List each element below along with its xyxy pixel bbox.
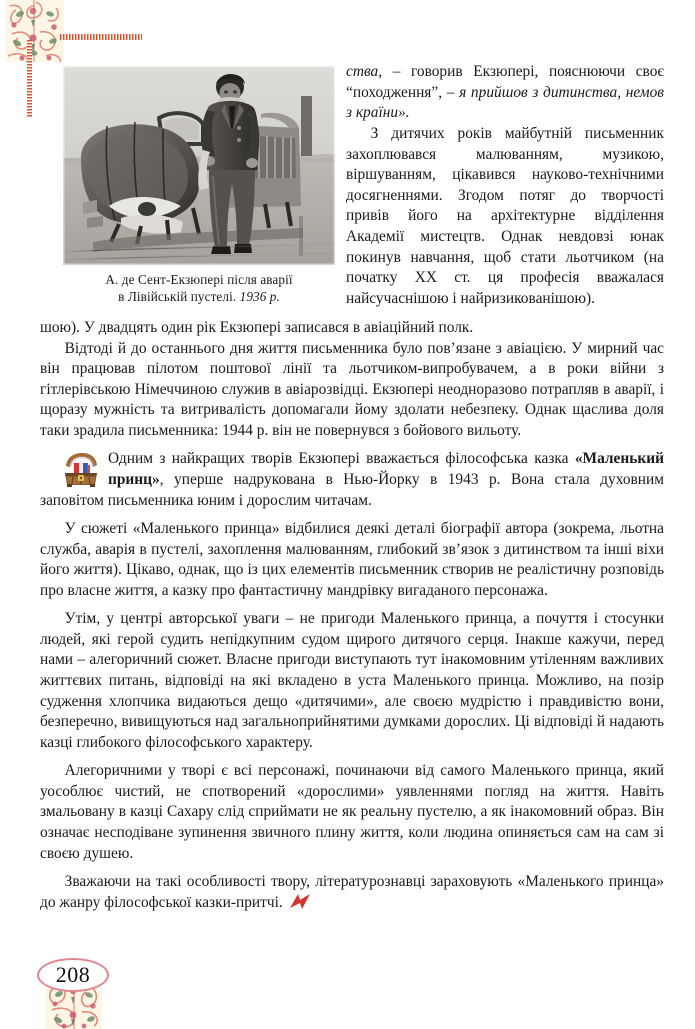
- margin-dashed-rule: [27, 40, 32, 118]
- p3-before-bold: Одним з найкращих творів Екзюпері вважається філософська казка: [108, 450, 575, 468]
- treasure-chest-icon: [62, 451, 100, 487]
- page-number-badge: [37, 958, 109, 992]
- page-number-value: 208: [55, 962, 91, 987]
- paragraph-childhood: З дитячих років майбутній письменник захоплювався малюванням, музикою, віршуванням, цікавився науково-технічними досягненнями. Згодом потяг до творчості привів його на архітектурне відділення Академії мистецтв. Однак невдовзі юнак покинув навчання, щоб стати льотчиком (на початку ХХ ст. ця професія вважалася найсучаснішою і найризикованішою).: [346, 124, 664, 308]
- p3-after-bold: , уперше надрукована в Нью-Йорку в 1943 р. Вона стала духовним заповітом письменника юним і дорослим читачам.: [40, 470, 664, 509]
- paragraph-aviation: Відтоді й до останнього дня життя письменника було пов’язане з авіацією. У мирний час він працював пілотом поштової лінії та льотчиком-випробувачем, а в роки війни з гітлерівською Німеччиною служив в авіарозвідці. Екзюпері неодноразово потрапляв в аварії, і щоразу мужність та витривалість допомагали йому здолати небезпеку. Однак щаслива доля таки зрадила письменника: 1944 р. він не повернувся з бойового вильоту.: [40, 339, 664, 439]
- treasure-chest-with-books-icon: [62, 451, 100, 487]
- paragraph-plot-biography: У сюжеті «Маленького принца» відбилися деякі деталі біографії автора (зокрема, льотна служба, аварія в пустелі, захоплення малюванням, глибокий зв’язок з дитинством та інші віхи його життя). Цікаво, однак, що із цих елементів письменник створив не реалістичну розповідь про власне життя, а казку про фантастичну мандрівку вигаданого персонажа.: [40, 520, 664, 599]
- p7-text: Зважаючи на такі особливості твору, літературознавці зараховують «Маленького принца» до жанру філософської казки-притчі.: [40, 873, 664, 911]
- header-dashed-rule: [60, 34, 142, 40]
- quote-rest: – говорив Екзюпері, пояснюючи своє “походження”, –: [346, 63, 664, 101]
- main-body-text: [40, 318, 664, 913]
- quote-italic-tail: я прийшов з дитинства, немов з країни».: [346, 83, 664, 122]
- endmark-shape: [289, 894, 311, 909]
- figure-caption: [63, 272, 335, 306]
- right-column-text: [346, 62, 664, 310]
- red-zigzag-endmark-icon: [289, 894, 311, 909]
- paragraph-allegory-focus: Утім, у центрі авторської уваги – не пригоди Маленького принца, а почуття і стосунки людей, які герой судить непідкупним судом щирого дитячого серця. Інакше кажучи, перед нами – алегоричний сюжет. Власне пригоди виступають тут інакомовним утіленням важливих життєвих питань, відповіді на які вкладено в уста Маленького принца. Можливо, на позір судження хлопчика видаються дещо «дитячими», але своєю мудрістю і правдивістю вони, безперечно, вивищуються над загальноприйнятими думками дорослих. Ці відповіді й надають казці глибокого філософського характеру.: [40, 610, 664, 751]
- floral-ornament-icon: [6, 0, 64, 62]
- paragraph-continued: [346, 62, 664, 124]
- ornament-top-left: [6, 0, 64, 62]
- paragraph-genre-conclusion: [40, 872, 664, 913]
- lead-italic-word: ства,: [346, 63, 383, 80]
- paragraph-tail-continuation: шою). У двадцять один рік Екзюпері записався в авіаційний полк.: [40, 319, 474, 336]
- work-title-bold: «Маленький принц»: [108, 450, 664, 488]
- caption-date: 1936 р.: [239, 288, 280, 304]
- paragraph-little-prince-intro: [40, 449, 664, 511]
- photo-image: [63, 66, 335, 265]
- figure-saint-exupery-crash: [63, 66, 335, 306]
- caption-line-2: в Лівійській пустелі.: [118, 288, 237, 304]
- caption-line-1: А. де Сент-Екзюпері після аварії: [105, 272, 293, 287]
- photograph-illustration: [63, 66, 335, 265]
- paragraph-allegorical-characters: Алегоричними у творі є всі персонажі, починаючи від самого Маленького принца, який уособлює чистий, не спотворений «дорослими» уявленнями погляд на життя. Навіть змальовану в казці Сахару слід сприймати не як реальну пустелю, а як інакомовний образ. Він означає несподіване зупинення звичного плину життя, коли людина опиняється сам на сам зі своєю душею.: [40, 762, 664, 862]
